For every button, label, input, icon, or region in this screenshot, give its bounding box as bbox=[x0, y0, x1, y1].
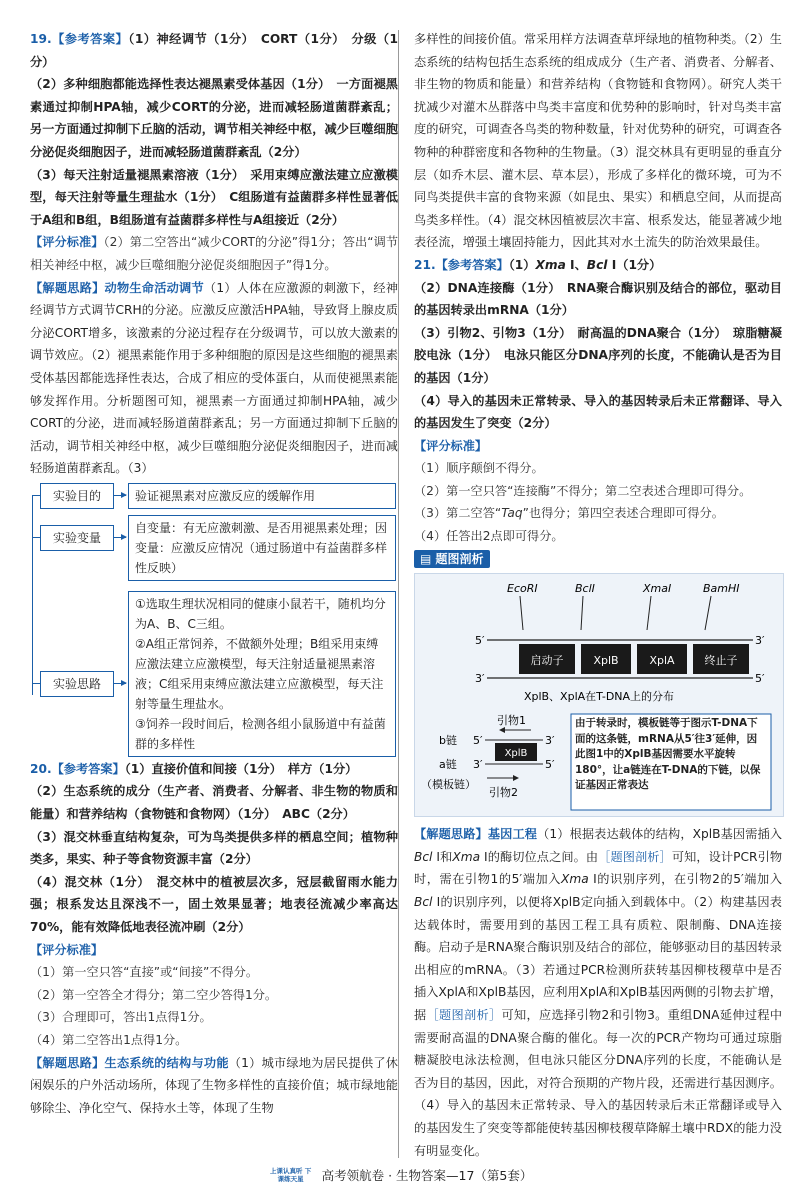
flow-variable: 自变量：有无应激刺激、是否用褪黑素处理；因变量：应激反应情况（通过肠道中有益菌群多样性反映） bbox=[128, 515, 396, 581]
flow-arrow bbox=[114, 537, 126, 538]
label-primer1: 引物1 bbox=[497, 714, 526, 728]
q19-idea-topic: 动物生命活动调节 bbox=[104, 280, 204, 295]
q21-idea-enzyme: Xma bbox=[561, 872, 589, 887]
q21-std-3-taq: Taq bbox=[501, 506, 523, 521]
label-promoter: 启动子 bbox=[530, 654, 564, 668]
primer2-arrowhead bbox=[513, 775, 519, 781]
flow-arrow bbox=[114, 683, 126, 684]
site-xmai: XmaⅠ bbox=[643, 582, 672, 596]
q21-std-3-pre: （3）第二空答“ bbox=[414, 506, 502, 521]
flow-stub bbox=[32, 683, 40, 684]
flow-variable-label: 实验变量 bbox=[40, 525, 114, 551]
label-xpla: XplA bbox=[649, 654, 675, 668]
q20-idea-tag: 【解题思路】 bbox=[30, 1055, 105, 1070]
q21-a1-sep: Ⅰ、 bbox=[565, 257, 587, 272]
q20-a2: （2）生态系统的成分（生产者、消费者、分解者、非生物的物质和能量）和营养结构（食物链和食物网）（1分） ABC（2分） bbox=[30, 784, 398, 822]
flow-step-1: ①选取生理状况相同的健康小鼠若干，随机均分为A、B、C三组。 bbox=[135, 596, 386, 631]
q20-idea bbox=[30, 1052, 398, 1120]
label-gene: XplB bbox=[504, 748, 528, 760]
site-arrow-bcli bbox=[581, 596, 583, 630]
q20-std-4: （4）第二空答出1点得1分。 bbox=[30, 1033, 188, 1047]
q20-std-1: （1）第一空只答“直接”或“间接”不得分。 bbox=[30, 965, 259, 980]
q21-a1-enzyme-1: Xma bbox=[535, 257, 566, 272]
q21-idea-enzyme: Xma bbox=[452, 849, 481, 864]
q19-a3: （3）每天注射适量褪黑素溶液（1分） 采用束缚应激法建立应激模型，每天注射等量生理盐水（1分） C组肠道有益菌群多样性显著低于A组和B组，B组肠道有益菌群多样性与A组接近（2分） bbox=[30, 167, 398, 227]
primer1-arrowhead bbox=[499, 727, 505, 733]
figure-panel bbox=[414, 573, 784, 817]
q21-idea-3: Ⅰ的酶切位点之间。由 bbox=[480, 849, 599, 864]
label-primer2: 引物2 bbox=[489, 786, 518, 800]
q21-std-1: （1）顺序颠倒不得分。 bbox=[414, 461, 544, 476]
q19-number: 19. bbox=[30, 32, 52, 46]
q20-std-2: （2）第一空答全才得分；第二空少答得1分。 bbox=[30, 987, 278, 1002]
figure-title bbox=[414, 548, 782, 571]
q20-idea-topic: 生态系统的结构与功能 bbox=[104, 1055, 229, 1070]
label-5-top: 5′ bbox=[475, 634, 485, 648]
q21-std-2: （2）第一空只答“连接酶”不得分；第二空表述合理即可得分。 bbox=[414, 483, 752, 498]
footer-text: 高考领航卷 · 生物答案—17（第5套） bbox=[321, 1168, 533, 1183]
figure-note: 由于转录时，模板链等于图示T-DNA下面的这条链，mRNA从5′往3′延伸，因此图1中的XplB基因需要水平旋转180°，让a链连在T-DNA的下链，以保证基因正常表达 bbox=[575, 717, 761, 792]
left-column bbox=[30, 28, 398, 1119]
q19-std: （2）第二空答出“减少CORT的分泌”得1分；答出“调节相关神经中枢，减少巨噬细胞分泌促炎细胞因子”得1分。 bbox=[30, 235, 399, 272]
q20-a3: （3）混交林垂直结构复杂，可为鸟类提供多样的栖息空间；植物种类多，果实、种子等食物资源丰富（2分） bbox=[30, 829, 398, 867]
site-bcli: BclⅠ bbox=[575, 582, 595, 596]
flow-stub bbox=[32, 495, 40, 496]
q20-a1: （1）直接价值和间接（1分） 样方（1分） bbox=[124, 761, 358, 776]
q20-answer-tag: 【参考答案】 bbox=[51, 761, 125, 776]
q21-a1-pre: （1） bbox=[508, 257, 536, 272]
q21-a4: （4）导入的基因未正常转录、导入的基因转录后未正常翻译、导入的基因发生了突变（2分） bbox=[414, 393, 782, 431]
page-footer bbox=[0, 1166, 800, 1187]
label-b-chain: b链 bbox=[439, 734, 457, 748]
q19-standard bbox=[30, 231, 398, 276]
q21-a2: （2）DNA连接酶（1分） RNA聚合酶识别及结合的部位，驱动目的基因转录出mRNA（1分） bbox=[414, 280, 782, 318]
site-ecori: EcoRⅠ bbox=[507, 582, 538, 596]
q21-std-tag: 【评分标准】 bbox=[414, 438, 488, 453]
label-terminator: 终止子 bbox=[704, 654, 738, 668]
q20-std-3: （3）合理即可，答出1点得1分。 bbox=[30, 1010, 212, 1025]
q21-idea-4: 可知，设计PCR引物时，需在引物1的5′端加入 bbox=[414, 849, 783, 887]
label-5-bot: 5′ bbox=[755, 672, 765, 686]
site-arrow-ecori bbox=[520, 596, 523, 630]
q20-idea-right: 多样性的间接价值。常采用样方法调查草坪绿地的植物种类。（2）生态系统的结构包括生态系统的组成成分（生产者、消费者、分解者、非生物的物质和能量）和营养结构（食物链和食物网）。研究人类干扰减少对灌木丛群落中鸟类丰富度和优势种的影响时，针对鸟类丰富度的研究，可调查各鸟类的物种数量，针对优势种的研究，可调查各物种的种群密度和各物种的生物量。（3）混交林具有更明显的垂直分层（如乔木层、灌木层、草本层），形成了多样化的微环境，可为不同鸟类提供丰富的食物来源（如昆虫、果实）和栖息空间，从而提高鸟类多样性。（4）混交林因植被层次丰富、根系发达，能显著减少地表径流，增强土壤固持能力，因此其对水土流失的防治效果最佳。 bbox=[414, 32, 782, 250]
right-column bbox=[414, 28, 782, 1162]
q21-std-3-post: ”也得分；第四空表述合理即可得分。 bbox=[522, 506, 724, 521]
q21-answer-1 bbox=[414, 254, 782, 277]
figure-icon: ▤ bbox=[420, 551, 436, 566]
q20-answer-1 bbox=[30, 758, 398, 781]
q21-a1-post: Ⅰ（1分） bbox=[607, 257, 662, 272]
q21-a1-enzyme-2: Bcl bbox=[586, 257, 608, 272]
site-arrow-xmai bbox=[647, 596, 651, 630]
diagram-caption: XplB、XplA在T-DNA上的分布 bbox=[523, 690, 675, 704]
figure-title-badge bbox=[414, 550, 490, 568]
q19-answer-tag: 【参考答案】 bbox=[51, 32, 129, 46]
q21-idea-6: Ⅰ的识别序列，以便将XplB定向插入到载体中。（2）构建基因表达载体时，需要用到的基因工程工具有质粒、限制酶、DNA连接酶。启动子是RNA聚合酶识别及结合的部位，能够驱动目的基因转录出相应的mRNA。（3）若通过PCR检测所获转基因柳枝稷草中是否插入XplA和XplB基因，应利用XplA和XplB基因两侧的引物去扩增，据 bbox=[414, 895, 782, 1022]
label-template: （模板链） bbox=[421, 778, 476, 792]
label-5-left: 5′ bbox=[473, 734, 483, 748]
flow-steps bbox=[128, 591, 396, 757]
flow-spine bbox=[32, 495, 33, 695]
flow-step-2: ②A组正常饲养，不做额外处理；B组采用束缚应激法建立应激模型，每天注射适量褪黑素溶液；C组采用束缚应激法建立应激模型，每天注射等量生理盐水。 bbox=[135, 636, 384, 711]
figure-title-text: 题图剖析 bbox=[435, 551, 484, 566]
q21-idea-1: （1）根据表达载体的结构，XplB基因需插入 bbox=[537, 827, 783, 842]
flow-arrow bbox=[114, 495, 126, 496]
q21-idea-2: Ⅰ和 bbox=[432, 849, 453, 864]
q21-idea-enzyme: Bcl bbox=[414, 849, 433, 864]
label-xplb: XplB bbox=[593, 654, 619, 668]
column-divider bbox=[398, 30, 399, 1158]
experiment-flowchart bbox=[30, 483, 398, 758]
q19-a1: （1）神经调节（1分） CORT（1分） 分级（1分） bbox=[30, 32, 399, 69]
q19-answer-1 bbox=[30, 28, 398, 73]
flow-purpose-label: 实验目的 bbox=[40, 483, 114, 509]
label-3-bot: 3′ bbox=[475, 672, 485, 686]
q20-number: 20. bbox=[30, 761, 52, 776]
label-3-right: 3′ bbox=[545, 734, 555, 748]
q21-answer-tag: 【参考答案】 bbox=[435, 257, 509, 272]
q21-idea-topic: 基因工程 bbox=[487, 827, 538, 842]
label-3-top: 3′ bbox=[755, 634, 765, 648]
q19-idea-tag: 【解题思路】 bbox=[30, 280, 105, 295]
site-bamhi: BamHⅠ bbox=[703, 582, 740, 596]
q21-a3: （3）引物2、引物3（1分） 耐高温的DNA聚合（1分） 琼脂糖凝胶电泳（1分） 电泳只能区分DNA序列的长度，不能确认是否为目的基因（1分） bbox=[414, 325, 782, 385]
q21-idea bbox=[414, 823, 782, 1162]
flow-idea-label: 实验思路 bbox=[40, 671, 114, 697]
q20-a4: （4）混交林（1分） 混交林中的植被层次多，冠层截留雨水能力强；根系发达且深浅不一，固土效果显著；地表径流减少率高达70%，能有效降低地表径流冲刷（2分） bbox=[30, 874, 398, 935]
q21-std-4: （4）任答出2点即可得分。 bbox=[414, 529, 564, 544]
q21-idea-5: Ⅰ的识别序列，在引物2的5′端加入 bbox=[588, 872, 783, 887]
q20-std-tag: 【评分标准】 bbox=[30, 942, 104, 957]
q21-idea-ref: ［题图剖析］ bbox=[598, 849, 672, 864]
label-5-right: 5′ bbox=[545, 758, 555, 772]
q19-std-tag: 【评分标准】 bbox=[30, 235, 104, 250]
q21-std-3 bbox=[414, 502, 782, 525]
flow-stub bbox=[32, 537, 40, 538]
q21-idea-tag: 【解题思路】 bbox=[414, 827, 488, 842]
q20-idea-left: （1）城市绿地为居民提供了休闲娱乐的户外活动场所，体现了生物多样性的直接价值；城市绿地能够除尘、净化空气、保持水土等，体现了生物 bbox=[30, 1055, 398, 1115]
q19-idea bbox=[30, 277, 398, 480]
q21-idea-7: 可知，应选择引物2和引物3。重组DNA延伸过程中需要耐高温的DNA聚合酶的催化。每一次的PCR产物均可通过琼脂糖凝胶电泳法检测，但电泳只能区分DNA序列的长度，不能确认是否为目的基因，因此，对符合预期的产物片段，还需进行基因测序。（4）导入的基因未正常转录、导入的基因转录后未正常翻译或导入的基因发生了突变等都能使转基因柳枝稷草降解土壤中RDX的能力没有明显变化。 bbox=[414, 1008, 783, 1158]
q19-idea-text: （1）人体在应激源的刺激下，经神经调节方式调节CRH的分泌。应激反应激活HPA轴，导致肾上腺皮质分泌CORT增多，该激素的分泌过程存在分级调节，可以放大激素的调节效应。（2）褪黑素能作用于多种细胞的原因是这些细胞的褪黑素受体基因都能选择性表达，合成了相应的受体蛋白，从而使褪黑素能够发挥作用。分析题图可知，褪黑素一方面通过抑制HPA轴，减少CORT的分泌，进而减轻肠道菌群紊乱；另一方面通过抑制下丘脑的活动，调节相关神经中枢，减少巨噬细胞分泌促炎细胞因子，进而减轻肠道菌群紊乱。（3） bbox=[30, 280, 398, 476]
q21-idea-enzyme: Bcl bbox=[414, 895, 433, 910]
site-arrow-bamhi bbox=[705, 596, 711, 630]
flow-step-3: ③饲养一段时间后，检测各组小鼠肠道中有益菌群的多样性 bbox=[135, 716, 386, 751]
label-3-left: 3′ bbox=[473, 758, 483, 772]
q19-a2: （2）多种细胞都能选择性表达褪黑素受体基因（1分） 一方面褪黑素通过抑制HPA轴，减少CORT的分泌，进而减轻肠道菌群紊乱；另一方面通过抑制下丘脑的活动，调节相关神经中枢，减少巨噬细胞分泌促炎细胞因子，进而减轻肠道菌群紊乱（2分） bbox=[30, 77, 398, 159]
footer-logo: 上课认真听 下课练天星 bbox=[269, 1166, 312, 1183]
q21-idea-ref: ［题图剖析］ bbox=[426, 1008, 502, 1022]
q21-number: 21. bbox=[414, 257, 436, 272]
flow-purpose: 验证褪黑素对应激反应的缓解作用 bbox=[128, 483, 396, 509]
label-a-chain: a链 bbox=[439, 758, 457, 772]
